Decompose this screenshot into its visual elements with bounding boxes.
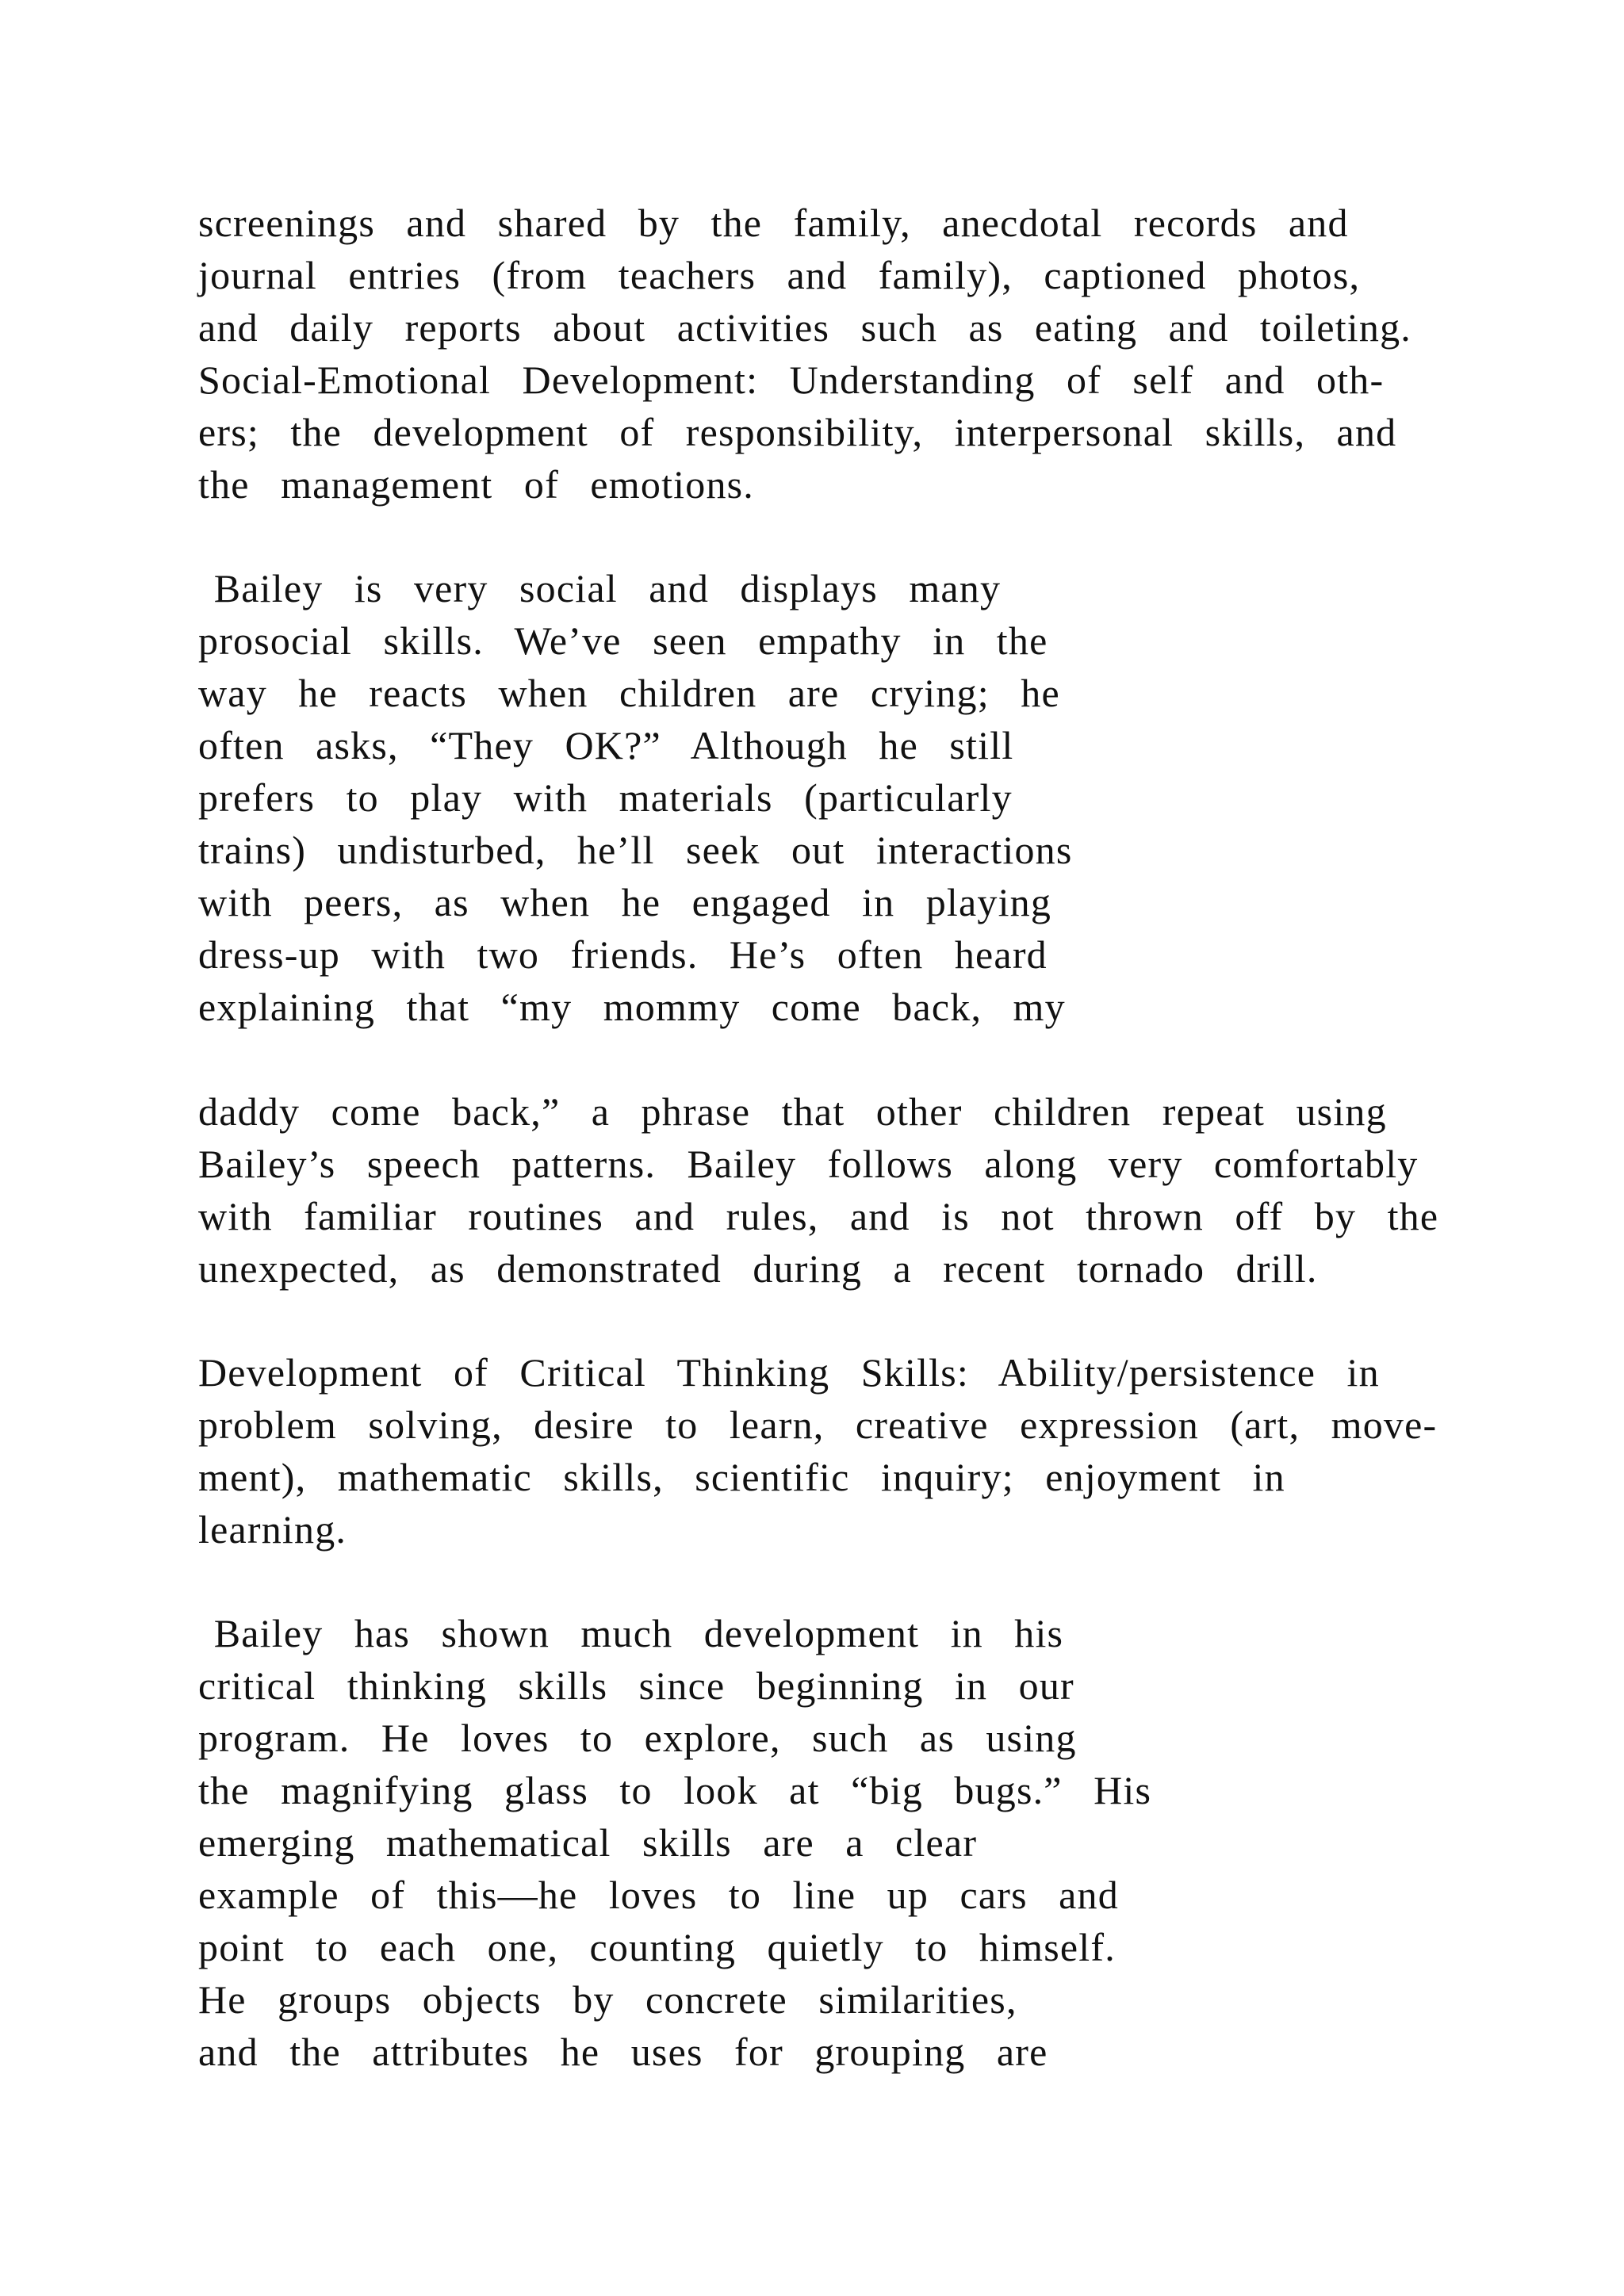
text-line: the management of emotions. — [198, 462, 755, 507]
text-line: with peers, as when he engaged in playing — [198, 880, 1052, 924]
text-line: screenings and shared by the family, anecdotal records and — [198, 201, 1349, 245]
text-line: daddy come back,” a phrase that other children repeat using — [198, 1089, 1387, 1134]
text-line: journal entries (from teachers and family), captioned photos, — [198, 253, 1361, 297]
text-line: ment), mathematic skills, scientific inquiry; enjoyment in — [198, 1455, 1285, 1499]
text-line: ers; the development of responsibility, interpersonal skills, and — [198, 410, 1397, 454]
text-line: Bailey’s speech patterns. Bailey follows along very comfortably — [198, 1142, 1419, 1186]
text-line: trains) undisturbed, he’ll seek out interactions — [198, 828, 1073, 872]
text-line: emerging mathematical skills are a clear — [198, 1820, 978, 1865]
text-line: Social-Emotional Development: Understanding of self and oth- — [198, 358, 1385, 402]
text-line: with familiar routines and rules, and is not thrown off by the — [198, 1194, 1439, 1238]
text-line: Development of Critical Thinking Skills: Ability/persistence in — [198, 1350, 1380, 1395]
text-line: prosocial skills. We’ve seen empathy in the — [198, 618, 1048, 663]
text-line: explaining that “my mommy come back, my — [198, 985, 1066, 1029]
text-line: way he reacts when children are crying; he — [198, 671, 1060, 715]
text-line: critical thinking skills since beginning in our — [198, 1663, 1074, 1708]
text-line: program. He loves to explore, such as using — [198, 1716, 1077, 1760]
text-line: He groups objects by concrete similarities, — [198, 1977, 1017, 2022]
text-line: the magnifying glass to look at “big bugs.” His — [198, 1768, 1152, 1812]
text-line: and daily reports about activities such as eating and toileting. — [198, 305, 1411, 350]
text-line: Bailey has shown much development in his — [198, 1611, 1064, 1655]
text-line: Bailey is very social and displays many — [198, 566, 1002, 610]
text-line: point to each one, counting quietly to himself. — [198, 1925, 1116, 1969]
text-line: problem solving, desire to learn, creative expression (art, move- — [198, 1402, 1438, 1447]
text-line: unexpected, as demonstrated during a recent tornado drill. — [198, 1246, 1318, 1291]
text-line: prefers to play with materials (particularly — [198, 775, 1013, 820]
text-line: dress-up with two friends. He’s often heard — [198, 932, 1048, 977]
text-line: often asks, “They OK?” Although he still — [198, 723, 1014, 767]
text-line: example of this—he loves to line up cars and — [198, 1873, 1119, 1917]
text-line: and the attributes he uses for grouping are — [198, 2030, 1048, 2074]
text-line: learning. — [198, 1507, 347, 1552]
